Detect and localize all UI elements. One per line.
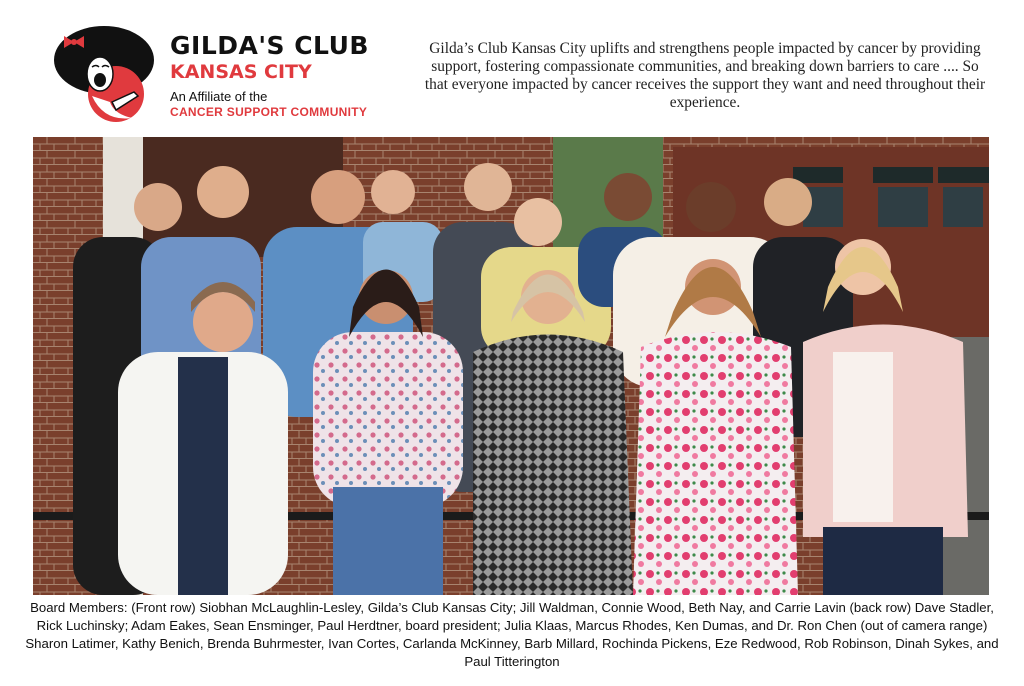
header xyxy=(0,0,1024,136)
group-photo xyxy=(33,137,989,595)
brand-affiliate: An Affiliate of the xyxy=(170,89,268,104)
gilda-logo-icon xyxy=(52,22,160,126)
mission-statement: Gilda’s Club Kansas City uplifts and strengthens people impacted by cancer by providing support, fostering compassionate communities, and breaking down barriers to care .... So that everyone impacted by cancer receives the support they want and need throughout their experience. xyxy=(424,40,986,111)
brand-name: GILDA'S CLUB xyxy=(170,31,369,60)
brand-parent: CANCER SUPPORT COMMUNITY xyxy=(170,105,368,119)
group-photo-illustration xyxy=(33,137,989,595)
brand-block xyxy=(170,32,410,120)
photo-caption: Board Members: (Front row) Siobhan McLaughlin-Lesley, Gilda’s Club Kansas City; Jill Waldman, Connie Wood, Beth Nay, and Carrie Lavin (back row) Dave Stadler, Rick Luchinsky; Adam Eakes, Sean Ensminger, Paul Herdtner, board president; Julia Klaas, Marcus Rhodes, Ken Dumas, and Dr. Ron Chen (out of camera range) Sharon Latimer, Kathy Benich, Brenda Buhrmester, Ivan Cortes, Carlanda McKinney, Barb Millard, Rochinda Pickens, Eze Redwood, Rob Robinson, Dinah Sykes, and Paul Titterington xyxy=(25,600,999,669)
brand-city: KANSAS CITY xyxy=(170,61,312,83)
